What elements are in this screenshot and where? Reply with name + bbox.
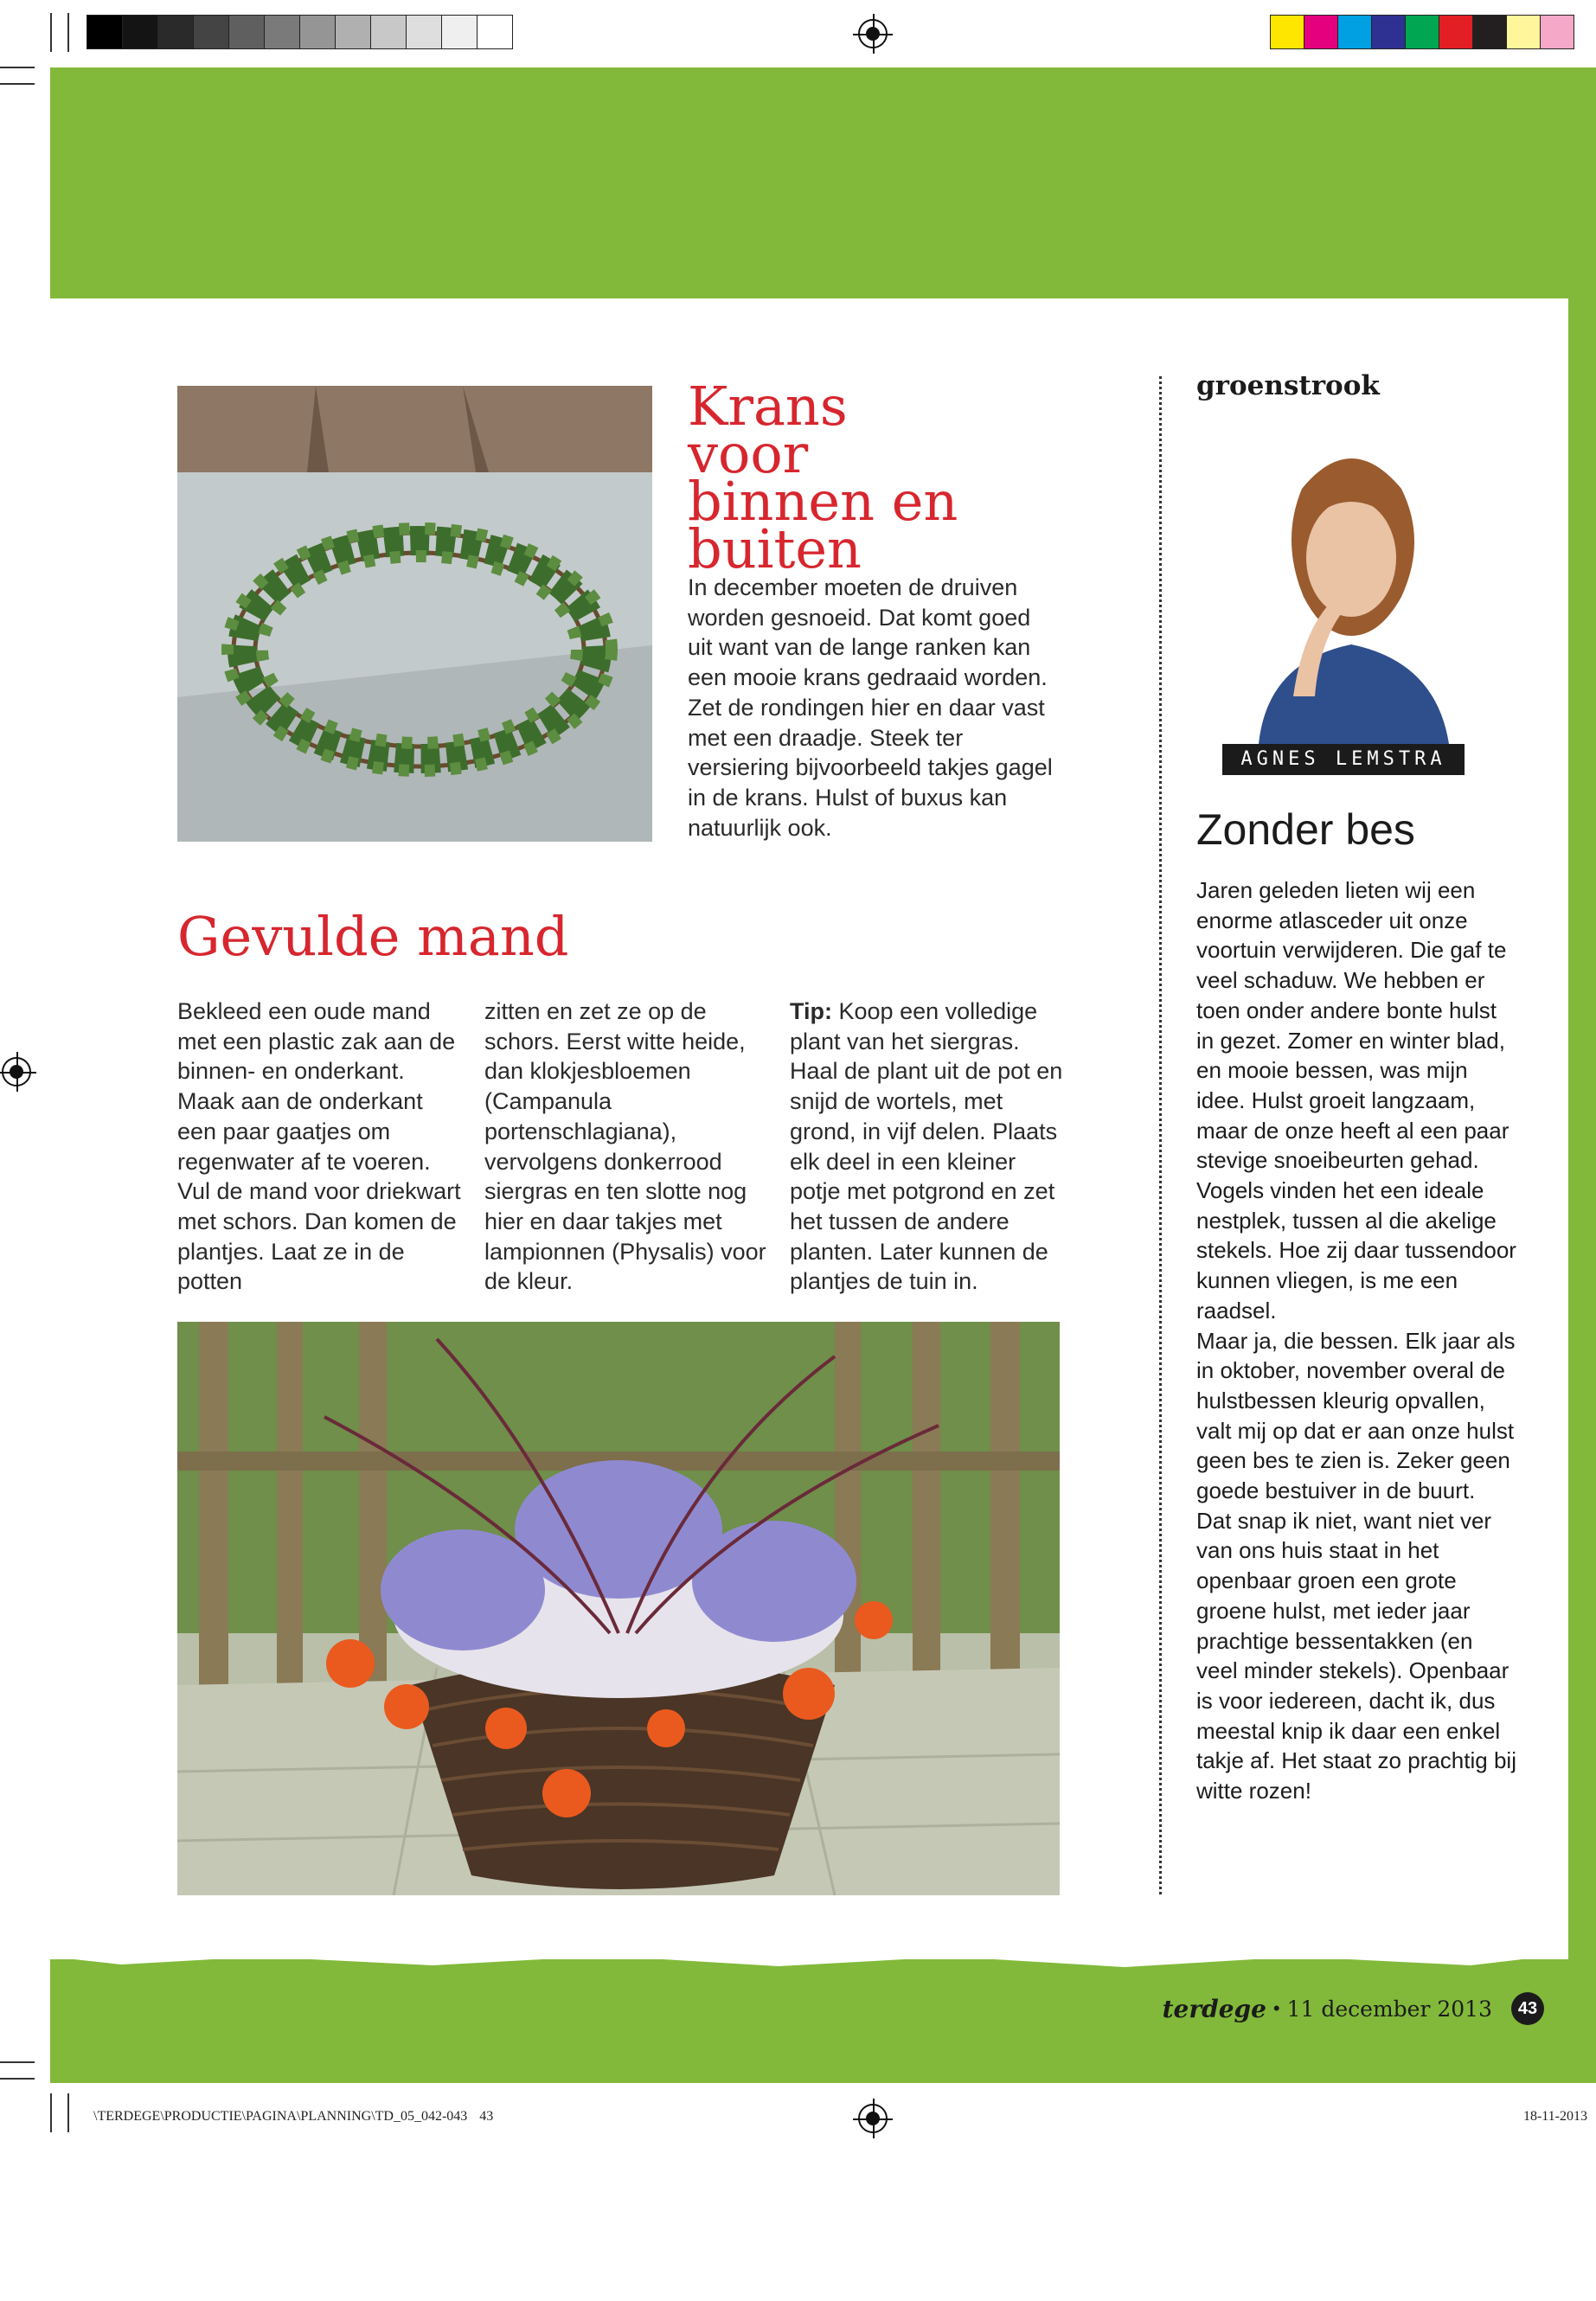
columnist-paragraph: Maar ja, die bessen. Elk jaar als in oktober, november overal de hulstbessen kleurig opvallen, valt mij op dat er aan onze hulst geen bes te zien is. Zeker geen goede bestuiver in de buurt. Dat snap ik niet, want niet ver van ons huis staat in het openbaar groen een grote groene hulst, met ieder jaar prachtige bessentakken (en veel minder stekels). Openbaar is voor iedereen, dacht ik, dus meestal knip ik daar een enkel takje af. Het staat zo prachtig bij witte rozen!	[1196, 1327, 1516, 1804]
wreath-article-title: Krans voor binnen en buiten	[688, 375, 958, 580]
slug-file-path: \TERDEGE\PRODUCTIE\PAGINA\PLANNING\TD_05_042-043	[93, 2109, 468, 2124]
tip-text: Koop een volledige plant van het siergras. Haal de plant uit de pot en snijd de wortels, met grond, in vijf delen. Plaats elk deel in een kleiner potje met potgrond en zet het tussen de andere planten. Later kunnen de plantjes de tuin in.	[790, 998, 1063, 1295]
magazine-logo: terdege	[1162, 1994, 1266, 2023]
basket-article-title: Gevulde mand	[177, 905, 569, 968]
columnist-body	[1196, 875, 1516, 1806]
slug-page: 43	[479, 2109, 494, 2124]
tip-label: Tip:	[790, 998, 832, 1024]
wreath-article-body: In december moeten de druiven worden gesnoeid. Dat komt goed uit want van de lange ranken kan een mooie krans gedraaid worden. Zet de rondingen hier en daar vast met een draadje. Steek ter versiering bijvoorbeeld takjes gagel in de krans. Hulst of buxus kan natuurlijk ook.	[688, 574, 1053, 841]
issue-date: 11 december 2013	[1286, 1996, 1492, 2022]
columnist-name-tag: AGNES LEMSTRA	[1222, 744, 1465, 775]
basket-article-column-2: zitten en zet ze op de schors. Eerst witte heide, dan klokjesbloemen (Campanula portenschlagiana), vervolgens donkerrood siergras en ten slotte nog hier en daar takjes met lampionnen (Physalis) voor de kleur.	[484, 998, 766, 1295]
columnist-portrait	[1233, 437, 1471, 744]
basket-article-column-3	[790, 997, 1071, 1297]
print-slug-path	[93, 2109, 493, 2125]
columnist-title: Zonder bes	[1196, 805, 1415, 854]
wreath-photo	[177, 386, 652, 842]
page-footer	[1163, 1991, 1544, 2026]
footer-separator: •	[1272, 1997, 1280, 2019]
column-label: groenstrook	[1196, 370, 1380, 401]
basket-article-column-1: Bekleed een oude mand met een plastic zak aan de binnen- en onderkant. Maak aan de onderkant een paar gaatjes om regenwater af te voeren. Vul de mand voor driekwart met schors. Dan komen de plantjes. Laat ze in de potten	[177, 998, 461, 1295]
sidebar-dotted-divider	[1159, 376, 1162, 1894]
page-number-badge: 43	[1511, 1992, 1544, 2025]
basket-photo	[177, 1322, 1060, 1895]
columnist-paragraph: Jaren geleden lieten wij een enorme atlasceder uit onze voortuin verwijderen. Die gaf te veel schaduw. We hebben er toen onder andere bonte hulst in gezet. Zomer en winter blad, en mooie bessen, was mijn idee. Hulst groeit langzaam, maar de onze heeft al een paar stevige snoeibeurten gehad. Vogels vinden het een ideale nestplek, tussen al die akelige stekels. Hoe zij daar tussendoor kunnen vliegen, is me een raadsel.	[1196, 877, 1516, 1324]
print-slug-date: 18-11-2013	[1522, 2109, 1587, 2124]
